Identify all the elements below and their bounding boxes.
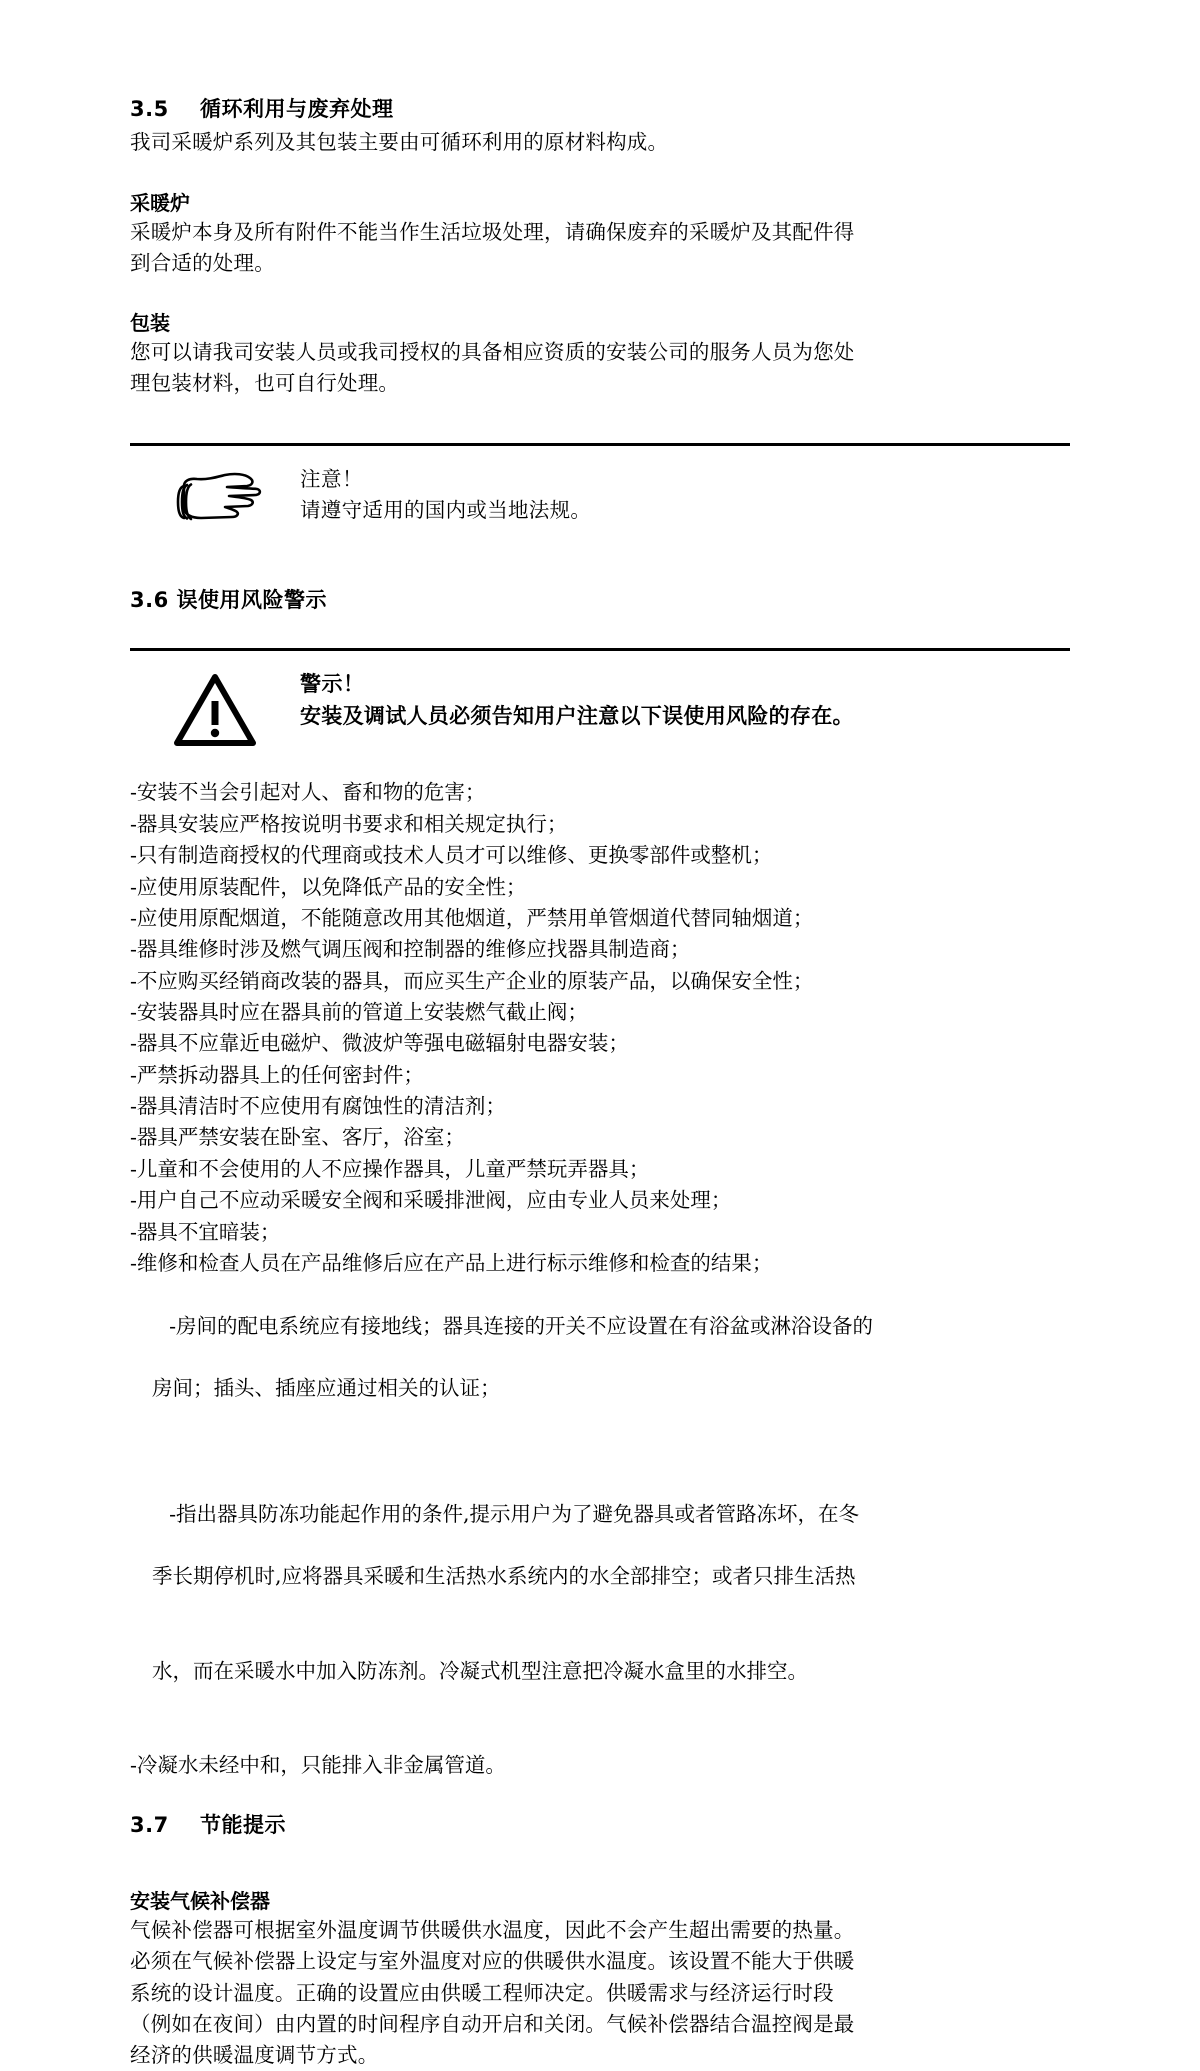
boiler-paragraph-line-2: 到合适的处理。 xyxy=(130,250,275,275)
spacer xyxy=(130,399,1070,443)
risk-item-text: -器具清洁时不应使用有腐蚀性的清洁剂； xyxy=(130,1094,506,1119)
misuse-risk-list xyxy=(130,777,1070,1781)
risk-item-text: -应使用原装配件，以免降低产品的安全性； xyxy=(130,874,527,899)
list-item xyxy=(130,1154,1070,1185)
list-item xyxy=(130,1279,1070,1467)
section-title-3-6: 误使用风险警示 xyxy=(176,588,328,613)
risk-item-text: -儿童和不会使用的人不应操作器具，儿童严禁玩弄器具； xyxy=(130,1156,650,1181)
recycling-intro-line: 我司采暖炉系列及其包装主要由可循环利用的原材料构成。 xyxy=(130,130,669,155)
list-item xyxy=(130,1467,1070,1749)
list-item xyxy=(130,809,1070,840)
list-item xyxy=(130,840,1070,871)
climate-compensator-line-1: 气候补偿器可根据室外温度调节供暖供水温度，因此不会产生超出需要的热量。 xyxy=(130,1918,855,1943)
risk-item-text: -冷凝水未经中和，只能排入非金属管道。 xyxy=(130,1752,506,1777)
warning-triangle-icon xyxy=(130,669,300,747)
spacer xyxy=(130,279,1070,309)
section-number-3-6: 3.6 xyxy=(130,588,169,613)
climate-compensator-line-3: 系统的设计温度。正确的设置应由供暖工程师决定。供暖需求与经济运行时段 xyxy=(130,1980,834,2005)
risk-item-text: -安装不当会引起对人、畜和物的危害； xyxy=(130,780,486,805)
risk-item-continuation: 水，而在采暖水中加入防冻剂。冷凝式机型注意把冷凝水盒里的水排空。 xyxy=(152,1658,808,1683)
list-item xyxy=(130,1122,1070,1153)
packaging-paragraph xyxy=(130,337,1070,399)
climate-compensator-line-5: 经济的供暖温度调节方式。 xyxy=(130,2042,379,2067)
risk-item-continuation: 房间；插头、插座应通过相关的认证； xyxy=(152,1376,501,1401)
risk-item-text: -安装器具时应在器具前的管道上安装燃气截止阀； xyxy=(130,999,588,1024)
list-item xyxy=(130,872,1070,903)
list-item xyxy=(130,934,1070,965)
section-heading-3-6 xyxy=(130,586,1070,614)
spacer xyxy=(130,1781,1070,1811)
section-title-3-5: 循环利用与废弃处理 xyxy=(199,97,394,121)
spacer xyxy=(130,747,1070,777)
risk-item-text: -不应购买经销商改装的器具，而应买生产企业的原装产品，以确保安全性； xyxy=(130,968,814,993)
notice-divider-rule xyxy=(130,443,1070,446)
section-heading-3-5 xyxy=(130,95,1070,123)
climate-compensator-line-4: （例如在夜间）由内置的时间程序自动开启和关闭。气候补偿器结合温控阀是最 xyxy=(130,2011,855,2036)
risk-item-text: -器具严禁安装在卧室、客厅，浴室； xyxy=(130,1125,465,1150)
notice-body: 请遵守适用的国内或当地法规。 xyxy=(300,497,592,522)
climate-compensator-subheading: 安装气候补偿器 xyxy=(130,1889,270,1914)
list-item xyxy=(130,1060,1070,1091)
warning-text xyxy=(300,669,1070,732)
risk-item-text: -维修和检查人员在产品维修后应在产品上进行标示维修和检查的结果； xyxy=(130,1250,773,1275)
notice-text xyxy=(300,464,1070,526)
risk-item-text: -房间的配电系统应有接地线；器具连接的开关不应设置在有浴盆或淋浴设备的 xyxy=(169,1313,874,1338)
risk-item-text: -器具安装应严格按说明书要求和相关规定执行； xyxy=(130,811,568,836)
list-item xyxy=(130,1185,1070,1216)
section-number-3-7: 3.7 xyxy=(130,1812,169,1837)
risk-item-text: -应使用原配烟道，不能随意改用其他烟道，严禁用单管烟道代替同轴烟道； xyxy=(130,905,814,930)
risk-item-text: -器具不应靠近电磁炉、微波炉等强电磁辐射电器安装； xyxy=(130,1031,629,1056)
section-number-3-5: 3.5 xyxy=(130,97,169,121)
pointing-hand-icon xyxy=(130,464,300,526)
spacer xyxy=(130,570,1070,586)
packaging-subheading: 包装 xyxy=(130,310,170,335)
boiler-paragraph xyxy=(130,217,1070,279)
spacer xyxy=(130,618,1070,648)
list-item xyxy=(130,1028,1070,1059)
risk-item-text: -器具不宜暗装； xyxy=(130,1219,281,1244)
climate-compensator-line-2: 必须在气候补偿器上设定与室外温度对应的供暖供水温度。该设置不能大于供暖 xyxy=(130,1949,855,1974)
climate-compensator-paragraph xyxy=(130,1915,1070,2071)
list-item xyxy=(130,1217,1070,1248)
risk-item-text: -器具维修时涉及燃气调压阀和控制器的维修应找器具制造商； xyxy=(130,937,691,962)
section-title-3-7: 节能提示 xyxy=(199,1812,286,1837)
list-item xyxy=(130,1248,1070,1279)
section-heading-3-7 xyxy=(130,1811,1070,1839)
notice-title: 注意！ xyxy=(300,467,363,492)
list-item xyxy=(130,777,1070,808)
spacer xyxy=(130,159,1070,189)
warning-divider-rule xyxy=(130,648,1070,651)
spacer xyxy=(130,526,1070,570)
list-item xyxy=(130,997,1070,1028)
list-item xyxy=(130,1091,1070,1122)
packaging-paragraph-line-2: 理包装材料，也可自行处理。 xyxy=(130,370,400,395)
risk-item-text: -指出器具防冻功能起作用的条件,提示用户为了避免器具或者管路冻坏，在冬 xyxy=(169,1501,860,1526)
warning-body: 安装及调试人员必须告知用户注意以下误使用风险的存在。 xyxy=(300,703,854,728)
boiler-paragraph-line-1: 采暖炉本身及所有附件不能当作生活垃圾处理，请确保废弃的采暖炉及其配件得 xyxy=(130,219,855,244)
risk-item-text: -只有制造商授权的代理商或技术人员才可以维修、更换零部件或整机； xyxy=(130,843,773,868)
recycling-intro-paragraph xyxy=(130,127,1070,158)
packaging-paragraph-line-1: 您可以请我司安装人员或我司授权的具备相应资质的安装公司的服务人员为您处 xyxy=(130,339,855,364)
notice-block xyxy=(130,464,1070,526)
risk-item-text: -用户自己不应动采暖安全阀和采暖排泄阀，应由专业人员来处理； xyxy=(130,1188,732,1213)
spacer xyxy=(130,1843,1070,1887)
risk-item-continuation: 季长期停机时,应将器具采暖和生活热水系统内的水全部排空；或者只排生活热 xyxy=(152,1564,856,1589)
list-item xyxy=(130,1750,1070,1781)
warning-title: 警示！ xyxy=(300,672,365,697)
risk-item-text: -严禁拆动器具上的任何密封件； xyxy=(130,1062,424,1087)
warning-block xyxy=(130,669,1070,747)
list-item xyxy=(130,903,1070,934)
list-item xyxy=(130,966,1070,997)
boiler-subheading: 采暖炉 xyxy=(130,190,190,215)
